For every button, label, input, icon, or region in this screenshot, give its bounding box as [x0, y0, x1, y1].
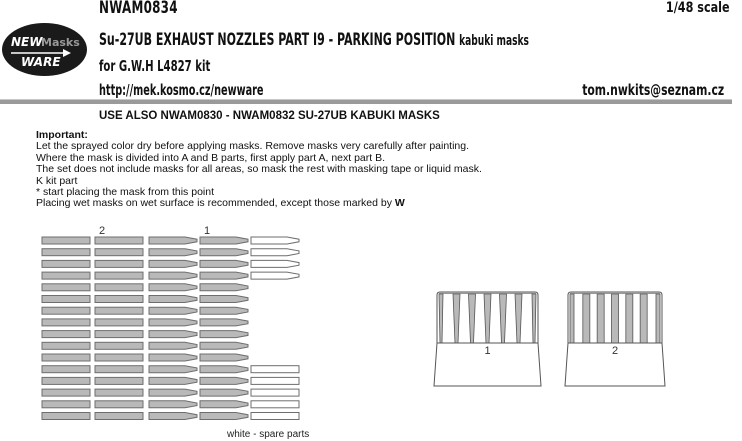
website-link[interactable]: http://mek.kosmo.cz/newware: [99, 81, 264, 99]
diagram-label: 1: [484, 345, 491, 357]
mask-piece: [95, 319, 143, 326]
mask-piece: [149, 237, 197, 244]
mask-piece: [95, 296, 143, 303]
mask-piece: [42, 272, 90, 279]
instruction-line: Let the sprayed color dry before applying masks. Remove masks very carefully after painting.: [36, 140, 470, 153]
mask-piece: [149, 249, 197, 256]
instruction-line: The set does not include masks for all areas, so mask the rest with masking tape or liquid mask.: [36, 163, 482, 176]
title-suffix: kabuki masks: [459, 33, 529, 49]
mask-piece: [42, 319, 90, 326]
mask-piece: [42, 377, 90, 384]
mask-piece: [149, 272, 197, 279]
nozzle-petal: [626, 294, 633, 343]
mask-piece: [95, 342, 143, 349]
mask-piece: [42, 342, 90, 349]
mask-piece: [42, 260, 90, 267]
instruction-line: Placing wet masks on wet surface is recommended, except those marked by W: [36, 197, 405, 210]
mask-piece: [200, 354, 248, 361]
mask-piece: [42, 401, 90, 408]
mask-piece: [251, 401, 299, 408]
mask-piece: [42, 354, 90, 361]
mask-piece: [95, 237, 143, 244]
mask-piece: [95, 272, 143, 279]
mask-piece: [149, 377, 197, 384]
svg-text:NEW: NEW: [11, 35, 43, 49]
mask-piece: [200, 284, 248, 291]
mask-piece: [200, 319, 248, 326]
mask-piece: [149, 260, 197, 267]
mask-piece: [149, 413, 197, 420]
wet-marker: W: [394, 197, 405, 210]
mask-piece: [149, 307, 197, 314]
mask-piece: [149, 342, 197, 349]
mask-piece: [42, 237, 90, 244]
mask-piece: [42, 413, 90, 420]
mask-piece: [251, 413, 299, 420]
mask-piece: [200, 331, 248, 338]
mask-piece: [42, 366, 90, 373]
mask-piece: [251, 366, 299, 373]
mask-piece: [251, 377, 299, 384]
nozzle-petal: [656, 294, 660, 343]
mask-piece: [95, 413, 143, 420]
mask-piece: [95, 377, 143, 384]
mask-piece: [95, 260, 143, 267]
diagram-label: 2: [612, 345, 619, 357]
kit-reference: for G.W.H L4827 kit: [99, 57, 211, 75]
scale-label: 1/48 scale: [666, 0, 730, 16]
mask-piece: [149, 331, 197, 338]
nozzle-petal: [583, 294, 590, 343]
mask-piece: [42, 307, 90, 314]
mask-piece: [251, 272, 299, 279]
mask-piece: [200, 342, 248, 349]
mask-piece: [42, 249, 90, 256]
email-link[interactable]: tom.nwkits@seznam.cz: [582, 81, 724, 99]
mask-piece: [200, 401, 248, 408]
mask-piece: [95, 331, 143, 338]
mask-piece: [200, 389, 248, 396]
mask-piece: [149, 366, 197, 373]
mask-piece: [200, 296, 248, 303]
mask-piece: [149, 354, 197, 361]
svg-text:Masks: Masks: [41, 36, 80, 49]
use-also-note: USE ALSO NWAM0830 - NWAM0832 SU-27UB KABUKI MASKS: [99, 110, 440, 122]
mask-piece: [200, 260, 248, 267]
mask-piece: [95, 389, 143, 396]
product-code: NWAM0834: [99, 0, 178, 18]
column-label: 2: [99, 225, 106, 237]
mask-piece: [42, 331, 90, 338]
title-main: Su-27UB EXHAUST NOZZLES PART I9 - PARKING POSITION: [99, 30, 456, 50]
instruction-line: Where the mask is divided into A and B parts, first apply part A, next part B.: [36, 151, 386, 164]
nozzle-petal: [532, 294, 536, 343]
mask-piece: [200, 307, 248, 314]
mask-piece: [42, 284, 90, 291]
nozzle-petal: [570, 294, 574, 343]
mask-piece: [95, 249, 143, 256]
nozzle-petal: [597, 294, 604, 343]
svg-text:WARE: WARE: [21, 55, 61, 69]
mask-piece: [251, 237, 299, 244]
mask-piece: [251, 249, 299, 256]
instruction-line: * start placing the mask from this point: [36, 186, 214, 199]
column-label: 1: [204, 225, 211, 237]
mask-piece: [95, 307, 143, 314]
mask-piece: [149, 319, 197, 326]
mask-piece: [149, 284, 197, 291]
nozzle-petal: [439, 294, 443, 343]
nozzle-petal: [612, 294, 619, 343]
mask-piece: [251, 260, 299, 267]
mask-piece: [200, 366, 248, 373]
mask-piece: [149, 296, 197, 303]
mask-piece: [149, 401, 197, 408]
mask-piece: [200, 249, 248, 256]
mask-piece: [251, 389, 299, 396]
spare-parts-legend: white - spare parts: [227, 429, 310, 440]
mask-piece: [95, 284, 143, 291]
mask-piece: [42, 389, 90, 396]
mask-piece: [200, 237, 248, 244]
mask-piece: [95, 401, 143, 408]
mask-piece: [95, 366, 143, 373]
instruction-line: K kit part: [36, 174, 78, 187]
mask-piece: [200, 272, 248, 279]
instructions-heading: Important:: [36, 129, 88, 141]
mask-piece: [95, 354, 143, 361]
nozzle-petal: [640, 294, 647, 343]
mask-piece: [200, 377, 248, 384]
mask-piece: [200, 413, 248, 420]
mask-piece: [42, 296, 90, 303]
mask-piece: [149, 389, 197, 396]
